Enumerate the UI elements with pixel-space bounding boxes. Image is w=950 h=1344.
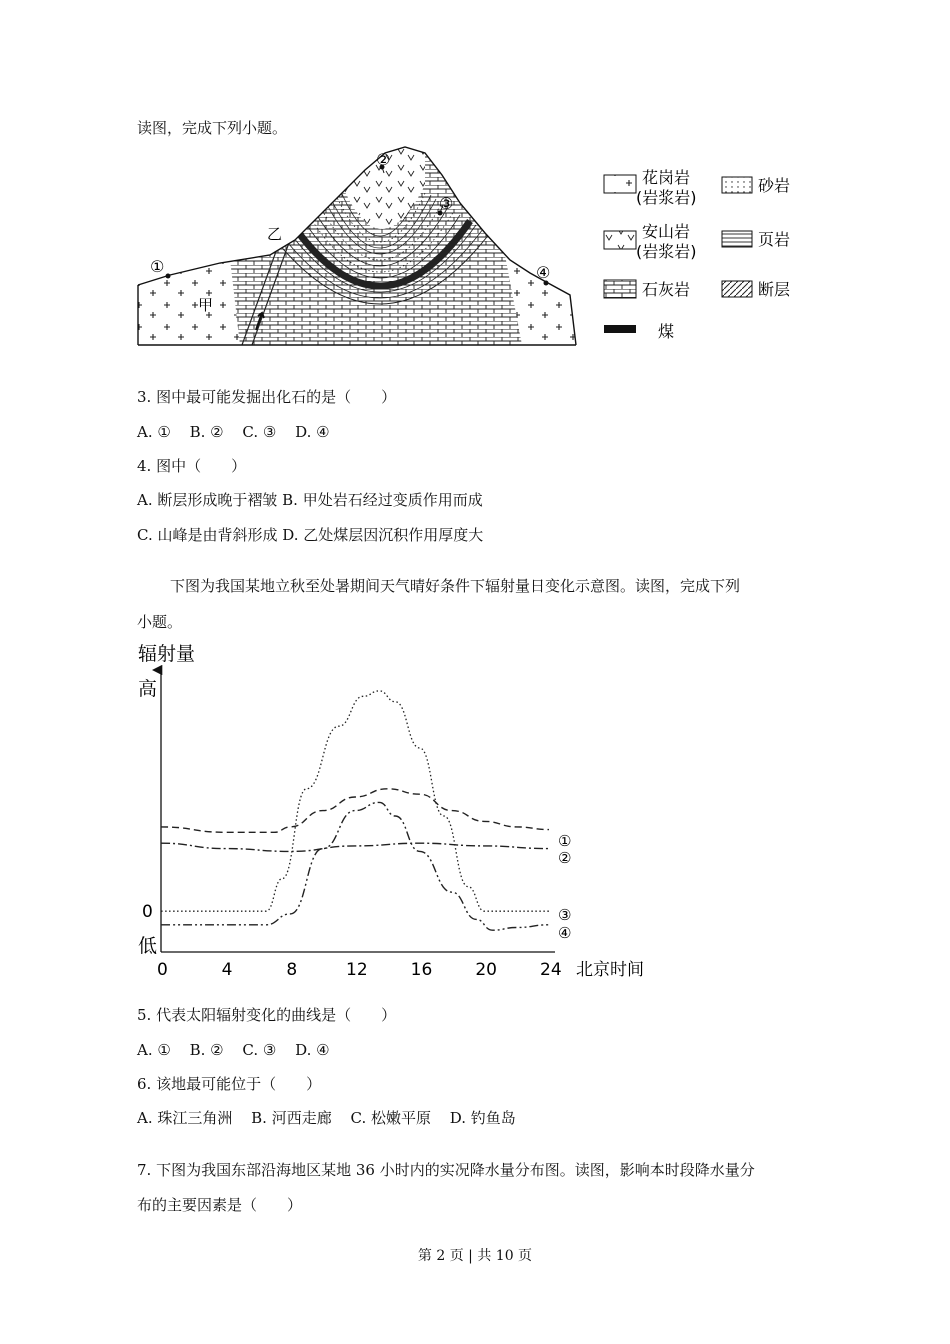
legend-limestone-label: 石灰岩 (642, 280, 691, 299)
q3-stem: 3. 图中最可能发掘出化石的是（ ） (137, 388, 397, 406)
legend-shale-label: 页岩 (758, 230, 791, 249)
q6-option-b[interactable]: B. 河西走廊 (251, 1109, 332, 1127)
legend-granite-label: 花岗岩 (642, 168, 691, 187)
series-line-2 (161, 843, 549, 851)
x-tick-label: 16 (410, 960, 433, 980)
x-tick-label: 24 (540, 960, 562, 980)
geology-legend (604, 168, 790, 341)
q6-option-a[interactable]: A. 珠江三角洲 (137, 1109, 233, 1127)
point-label-4: ④ (536, 263, 551, 282)
point-label-3: ③ (439, 194, 454, 213)
x-tick-label: 8 (286, 960, 298, 980)
chart-ylabel: 辐射量 (138, 643, 196, 665)
x-tick-label: 12 (346, 960, 368, 980)
q6-option-d[interactable]: D. 钓鱼岛 (449, 1109, 516, 1127)
series-label-2: ② (558, 849, 572, 867)
series-line-1 (161, 789, 549, 833)
geology-cross-section (130, 145, 830, 350)
section1-intro: 读图，完成下列小题。 (137, 119, 288, 137)
q6-option-c[interactable]: C. 松嫩平原 (350, 1109, 431, 1127)
series-label-4: ④ (558, 924, 572, 942)
q3-options (137, 422, 344, 442)
x-tick-label: 0 (157, 960, 168, 980)
q4-options-line2[interactable]: C. 山峰是由背斜形成 D. 乙处煤层因沉积作用厚度大 (137, 526, 484, 544)
section2-intro-line2: 小题。 (137, 613, 183, 631)
q5-option-a[interactable]: A. ① (137, 1041, 171, 1059)
q5-option-b[interactable]: B. ② (189, 1041, 224, 1059)
q3-option-b[interactable]: B. ② (189, 423, 224, 441)
point-label-1: ① (150, 257, 165, 276)
q5-option-c[interactable]: C. ③ (242, 1041, 277, 1059)
legend-andesite-label: 安山岩 (642, 222, 691, 241)
q6-options (137, 1108, 530, 1128)
place-label-yi: 乙 (267, 225, 283, 243)
radiation-chart (130, 640, 670, 985)
q4-stem: 4. 图中（ ） (137, 457, 247, 475)
chart-y-zero: 0 (142, 902, 153, 922)
q6-stem: 6. 该地最可能位于（ ） (137, 1075, 322, 1093)
x-tick-label: 4 (221, 960, 233, 980)
q7-stem-line2: 布的主要因素是（ ） (137, 1196, 303, 1214)
point-label-2: ② (376, 150, 391, 169)
series-label-1: ① (558, 832, 572, 850)
legend-sandstone-label: 砂岩 (758, 176, 791, 195)
q3-option-d[interactable]: D. ④ (295, 423, 330, 441)
chart-y-high: 高 (138, 678, 158, 700)
q3-option-a[interactable]: A. ① (137, 423, 171, 441)
q4-options-line1[interactable]: A. 断层形成晚于褶皱 B. 甲处岩石经过变质作用而成 (137, 491, 483, 509)
q5-options (137, 1040, 344, 1060)
x-tick-label: 20 (475, 960, 497, 980)
chart-xlabel: 北京时间 (576, 960, 644, 980)
q5-option-d[interactable]: D. ④ (295, 1041, 330, 1059)
q3-option-c[interactable]: C. ③ (242, 423, 277, 441)
series-line-3 (161, 691, 549, 911)
chart-y-low: 低 (138, 935, 158, 957)
place-label-jia: 甲 (198, 296, 214, 314)
legend-andesite-sublabel: (岩浆岩) (636, 242, 697, 261)
section2-intro-line1: 下图为我国某地立秋至处暑期间天气晴好条件下辐射量日变化示意图。读图，完成下列 (170, 577, 741, 595)
legend-fault-label: 断层 (758, 280, 791, 299)
q7-stem-line1: 7. 下图为我国东部沿海地区某地 36 小时内的实况降水量分布图。读图，影响本时段降水量分 (137, 1161, 755, 1179)
legend-granite-sublabel: (岩浆岩) (636, 188, 697, 207)
q5-stem: 5. 代表太阳辐射变化的曲线是（ ） (137, 1006, 397, 1024)
page-footer: 第 2 页 | 共 10 页 (417, 1248, 533, 1264)
legend-coal-label: 煤 (658, 322, 675, 341)
series-label-3: ③ (558, 906, 572, 924)
series-line-4 (161, 802, 549, 930)
